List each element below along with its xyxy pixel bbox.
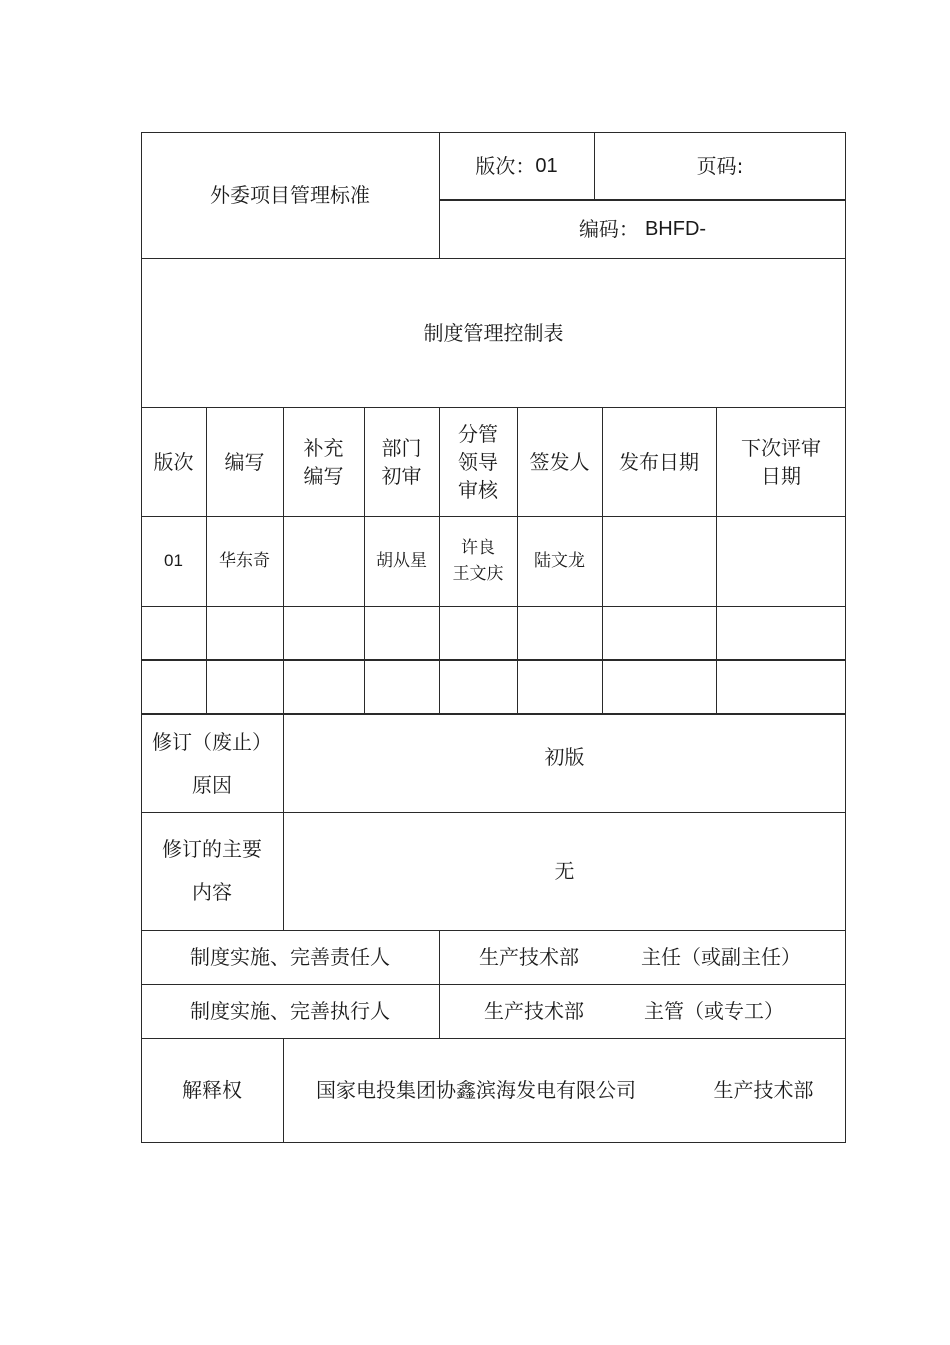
column-header: 部门 初审 [381, 435, 422, 488]
table-cell: 01 [164, 551, 183, 570]
table-cell: 胡从星 [376, 551, 427, 571]
table-cell [602, 516, 716, 606]
column-header: 签发人 [529, 449, 590, 474]
interpretation-company: 国家电投集团协鑫滨海发电有限公司 [316, 1078, 636, 1102]
border-bottom [141, 1142, 846, 1143]
column-header: 补充 编写 [303, 435, 344, 488]
divider [439, 930, 440, 1039]
table-cell [716, 516, 846, 606]
revision-reason-value: 初版 [544, 745, 585, 769]
code-label: 编码： [578, 217, 639, 241]
executor-role: 主管（或专工） [644, 999, 784, 1023]
column-header: 版次 [153, 449, 194, 474]
control-form [141, 132, 846, 1144]
code-value: BHFD- [644, 218, 707, 240]
version-label: 版次： [475, 153, 536, 178]
divider [283, 1038, 284, 1143]
table-cell: 许良 王文庆 [452, 538, 504, 584]
page-number-label: 页码: [696, 153, 744, 178]
table-cell: 陆文龙 [534, 551, 585, 571]
table-cell: 华东奇 [219, 551, 270, 571]
version-field [439, 132, 594, 199]
revision-reason-label: 修订（废止） 原因 [152, 729, 272, 797]
column-header: 分管 领导 审核 [458, 421, 498, 502]
column-header: 编写 [224, 449, 265, 474]
code-field [439, 200, 846, 258]
interpretation-dept: 生产技术部 [713, 1078, 814, 1102]
responsible-label: 制度实施、完善责任人 [190, 945, 390, 969]
executor-label: 制度实施、完善执行人 [190, 999, 390, 1023]
divider [141, 606, 846, 607]
table-title: 制度管理控制表 [423, 320, 564, 345]
revision-content-label: 修订的主要 内容 [162, 837, 262, 904]
revision-content-value: 无 [554, 859, 575, 883]
column-header: 发布日期 [619, 449, 699, 474]
version-value: 01 [535, 154, 558, 177]
column-header: 下次评审 日期 [741, 435, 821, 488]
responsible-dept: 生产技术部 [479, 945, 579, 969]
responsible-role: 主任（或副主任） [641, 945, 801, 969]
divider [141, 659, 846, 661]
executor-dept: 生产技术部 [484, 999, 584, 1023]
interpretation-label: 解释权 [182, 1078, 242, 1102]
document-title: 外委项目管理标准 [210, 183, 370, 207]
table-cell [283, 516, 364, 606]
